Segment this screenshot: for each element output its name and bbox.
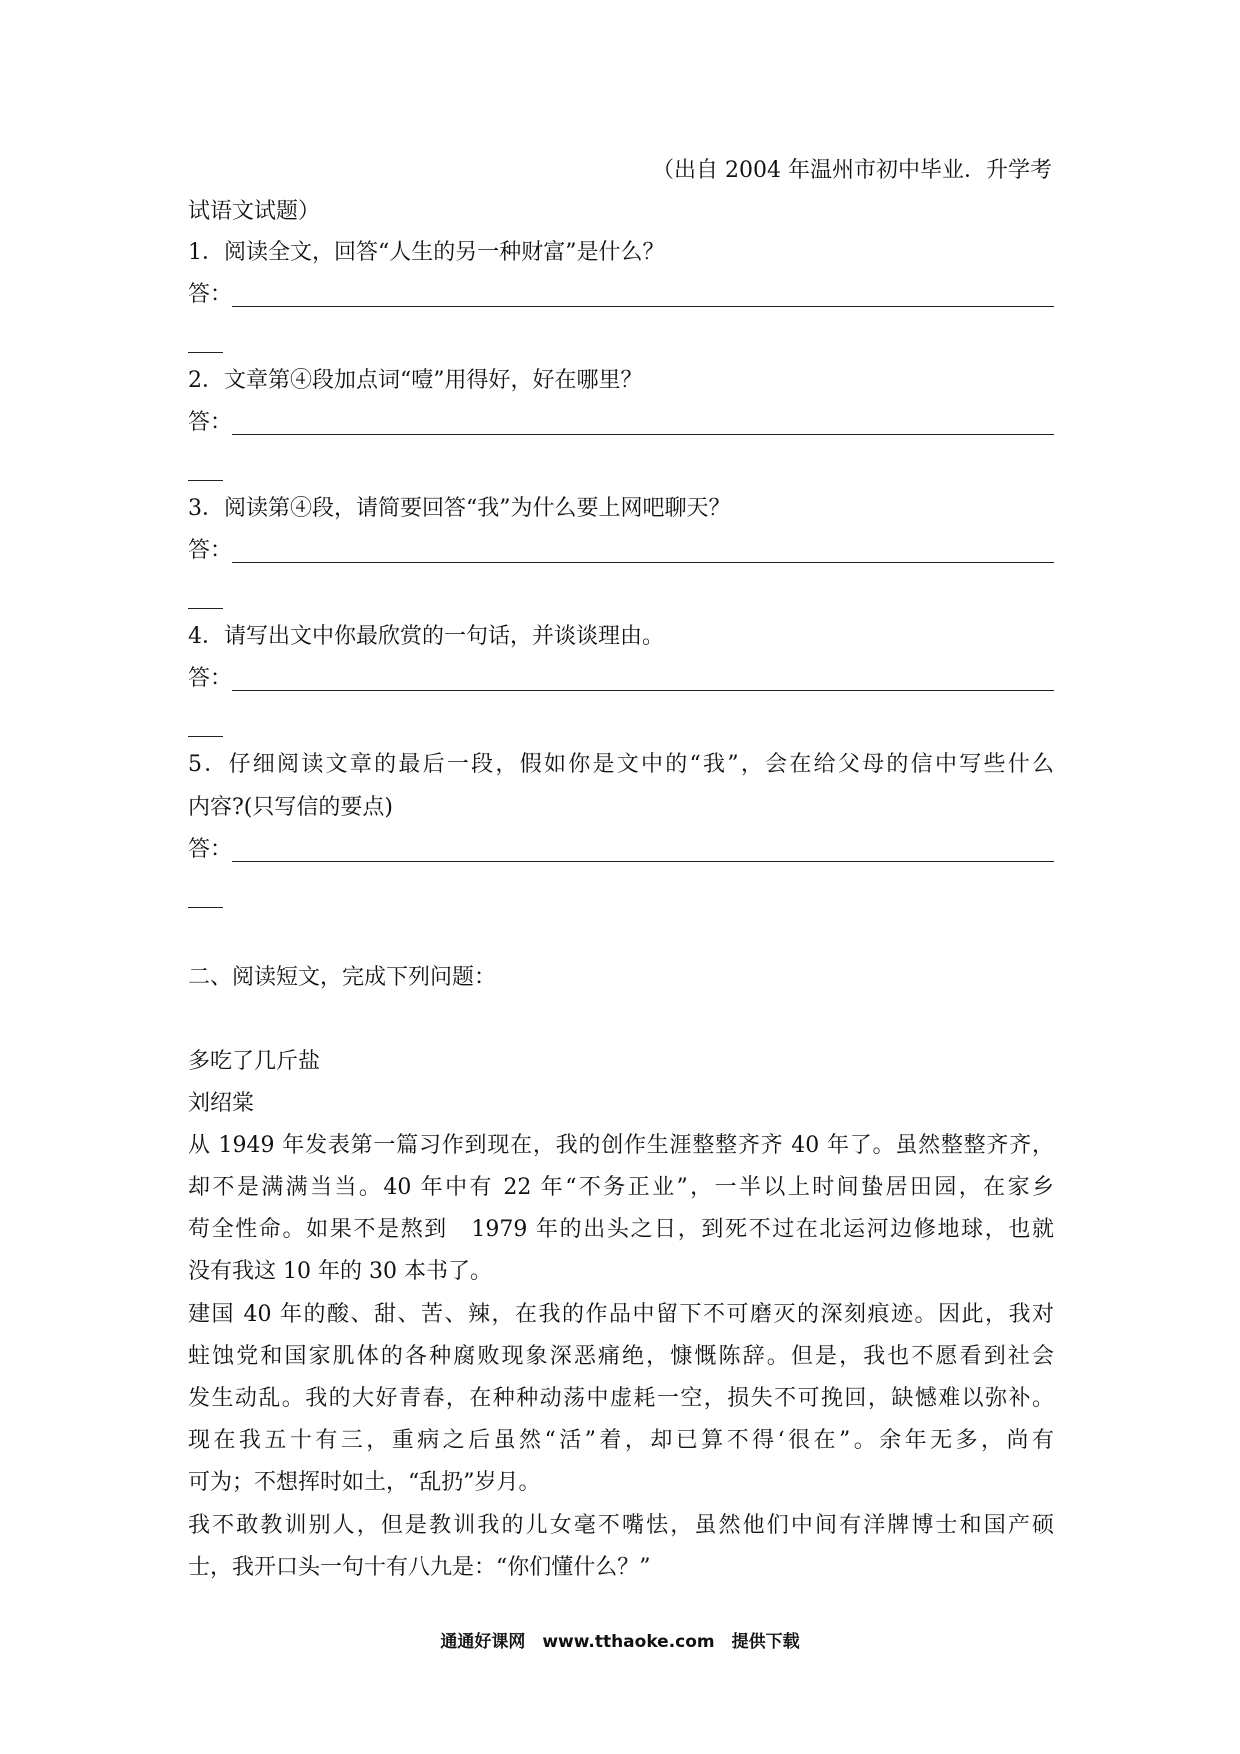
answer-line-stub (188, 608, 223, 609)
answer-line-stub (188, 907, 223, 908)
article-line: 蛀蚀党和国家肌体的各种腐败现象深恶痛绝，慷慨陈辞。但是，我也不愿看到社会 (188, 1344, 1054, 1369)
answer-line (232, 434, 1054, 435)
question-4: 4．请写出文中你最欣赏的一句话，并谈谈理由。 (188, 624, 664, 649)
answer-label: 答： (188, 538, 233, 563)
article-line: 建国 40 年的酸、甜、苦、辣，在我的作品中留下不可磨灭的深刻痕迹。因此，我对 (188, 1302, 1054, 1327)
article-title: 多吃了几斤盐 (188, 1049, 321, 1074)
answer-label: 答： (188, 837, 233, 862)
question-2: 2．文章第④段加点词“噎”用得好，好在哪里？ (188, 368, 643, 393)
article-line: 发生动乱。我的大好青春，在种种动荡中虚耗一空，损失不可挽回，缺憾难以弥补。 (188, 1386, 1054, 1411)
article-line: 从 1949 年发表第一篇习作到现在，我的创作生涯整整齐齐 40 年了。虽然整整齐齐， (188, 1133, 1054, 1158)
section-heading: 二、阅读短文，完成下列问题： (188, 965, 497, 990)
answer-label: 答： (188, 666, 233, 691)
answer-line (232, 562, 1054, 563)
article-line: 现在我五十有三，重病之后虽然“活”着，却已算不得‘很在”。余年无多，尚有 (188, 1428, 1054, 1453)
answer-5 (188, 835, 1054, 865)
article-author: 刘绍棠 (188, 1091, 255, 1116)
answer-2 (188, 408, 1054, 438)
answer-line (232, 861, 1054, 862)
article-line: 我不敢教训别人，但是教训我的儿女毫不嘴怯，虽然他们中间有洋牌博士和国产硕 (188, 1513, 1054, 1538)
answer-line-stub (188, 480, 223, 481)
question-3: 3．阅读第④段，请简要回答“我”为什么要上网吧聊天？ (188, 496, 731, 521)
question-1: 1．阅读全文，回答“人生的另一种财富”是什么？ (188, 240, 665, 265)
source-line-2: 试语文试题） (188, 199, 321, 224)
answer-line-stub (188, 736, 223, 737)
answer-1 (188, 280, 1054, 310)
article-line: 可为；不想挥时如土，“乱扔”岁月。 (188, 1470, 541, 1495)
answer-3 (188, 536, 1054, 566)
question-5-line-1: 5．仔细阅读文章的最后一段，假如你是文中的“我”，会在给父母的信中写些什么 (188, 752, 1054, 777)
source-line-1: （出自 2004 年温州市初中毕业．升学考 (652, 158, 1052, 183)
answer-line (232, 306, 1054, 307)
question-5-line-2: 内容?(只写信的要点) (188, 795, 393, 820)
article-line: 苟全性命。如果不是熬到 1979 年的出头之日，到死不过在北运河边修地球，也就 (188, 1217, 1054, 1242)
article-line: 士，我开口头一句十有八九是：“你们懂什么？” (188, 1555, 651, 1580)
answer-line-stub (188, 352, 223, 353)
answer-line (232, 690, 1054, 691)
page-footer: 通通好课网 www.tthaoke.com 提供下载 (440, 1632, 800, 1652)
article-line: 没有我这 10 年的 30 本书了。 (188, 1259, 492, 1284)
answer-4 (188, 664, 1054, 694)
answer-label: 答： (188, 410, 233, 435)
article-line: 却不是满满当当。40 年中有 22 年“不务正业”，一半以上时间蛰居田园，在家乡 (188, 1175, 1054, 1200)
answer-label: 答： (188, 282, 233, 307)
